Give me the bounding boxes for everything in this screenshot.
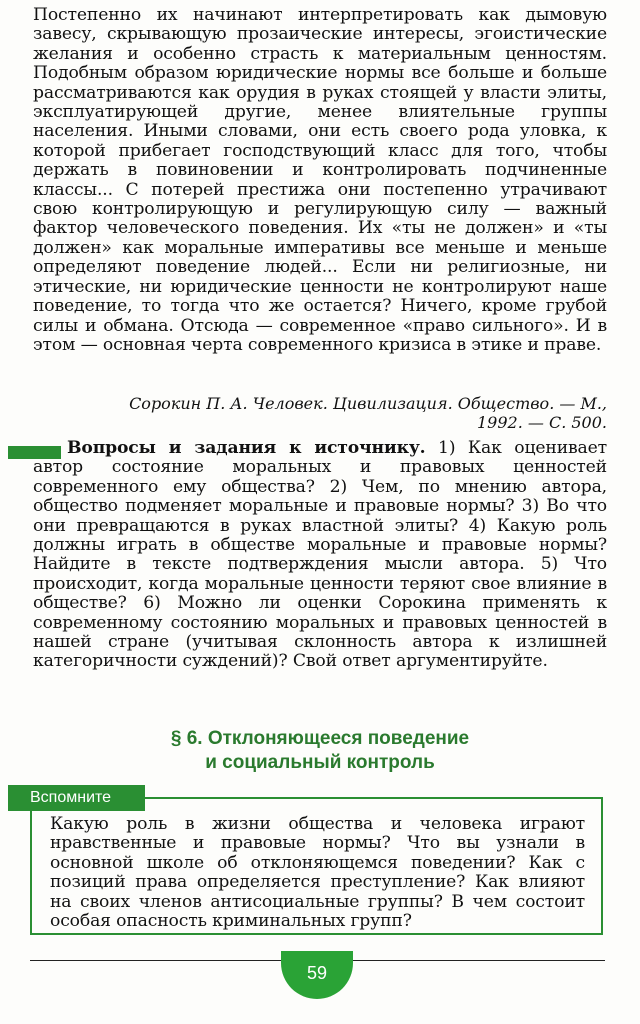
recall-text: Какую роль в жизни общества и человека играют нравственные и правовые нормы? Что вы узнали в основной школе об отклоняющемся поведении? Как с позиций права определяется преступление? Как влияют на своих членов антисоциальные группы? В чем состоит особая опасность криминальных групп? [50,814,585,932]
recall-tag: Вспомните [8,785,145,811]
source-quote-text: Постепенно их начинают интерпретировать как дымовую завесу, скрывающую прозаические интересы, эгоистические желания и особенно страсть к материальным ценностям. Подобным образом юридические нормы все больше и больше рассматриваются как орудия в руках стоящей у власти элиты, эксплуатирующей другие, менее влиятельные группы населения. Иными словами, они есть своего рода уловка, к которой прибегает господствующий класс для того, чтобы держать в повиновении и контролировать подчиненные классы... С потерей престижа они постепенно утрачивают свою контролирующую и регулирующую силу — важный фактор человеческого поведения. Их «ты не должен» и «ты должен» как моральные императивы все меньше и меньше определяют поведение людей... Если ни религиозные, ни этические, ни юридические ценности не контролируют наше поведение, то тогда что же остается? Ничего, кроме грубой силы и обмана. Отсюда — современное «право сильного». И в этом — основная черта современного кризиса в этике и праве. [33,5,607,355]
questions-block [33,439,607,672]
section-title-line-2: и социальный контроль [205,752,435,773]
page-number: 59 [281,951,353,999]
questions-text: 1) Как оценивает автор состояние моральных и правовых ценностей современного ему общества? 2) Чем, по мнению автора, общество подменяет моральные и правовые нормы? 3) Во что они превращаются в руках властной элиты? 4) Какую роль должны играть в обществе моральные и правовые нормы? Найдите в тексте подтверждения мысли автора. 5) Что происходит, когда моральные ценности теряют свое влияние в обществе? 6) Можно ли оценки Сорокина применять к современному состоянию моральных и правовых ценностей в нашей стране (учитывая склонность автора к излишней категоричности суждений)? Свой ответ аргументируйте. [33,438,608,672]
section-title-line-1: § 6. Отклоняющееся поведение [170,728,470,749]
source-citation [129,394,607,432]
questions-heading: Вопросы и задания к источнику. [67,438,426,458]
section-title [0,727,640,775]
citation-line-1: Сорокин П. А. Человек. Цивилизация. Общество. — М., [129,394,607,413]
citation-line-2: 1992. — С. 500. [476,413,607,432]
